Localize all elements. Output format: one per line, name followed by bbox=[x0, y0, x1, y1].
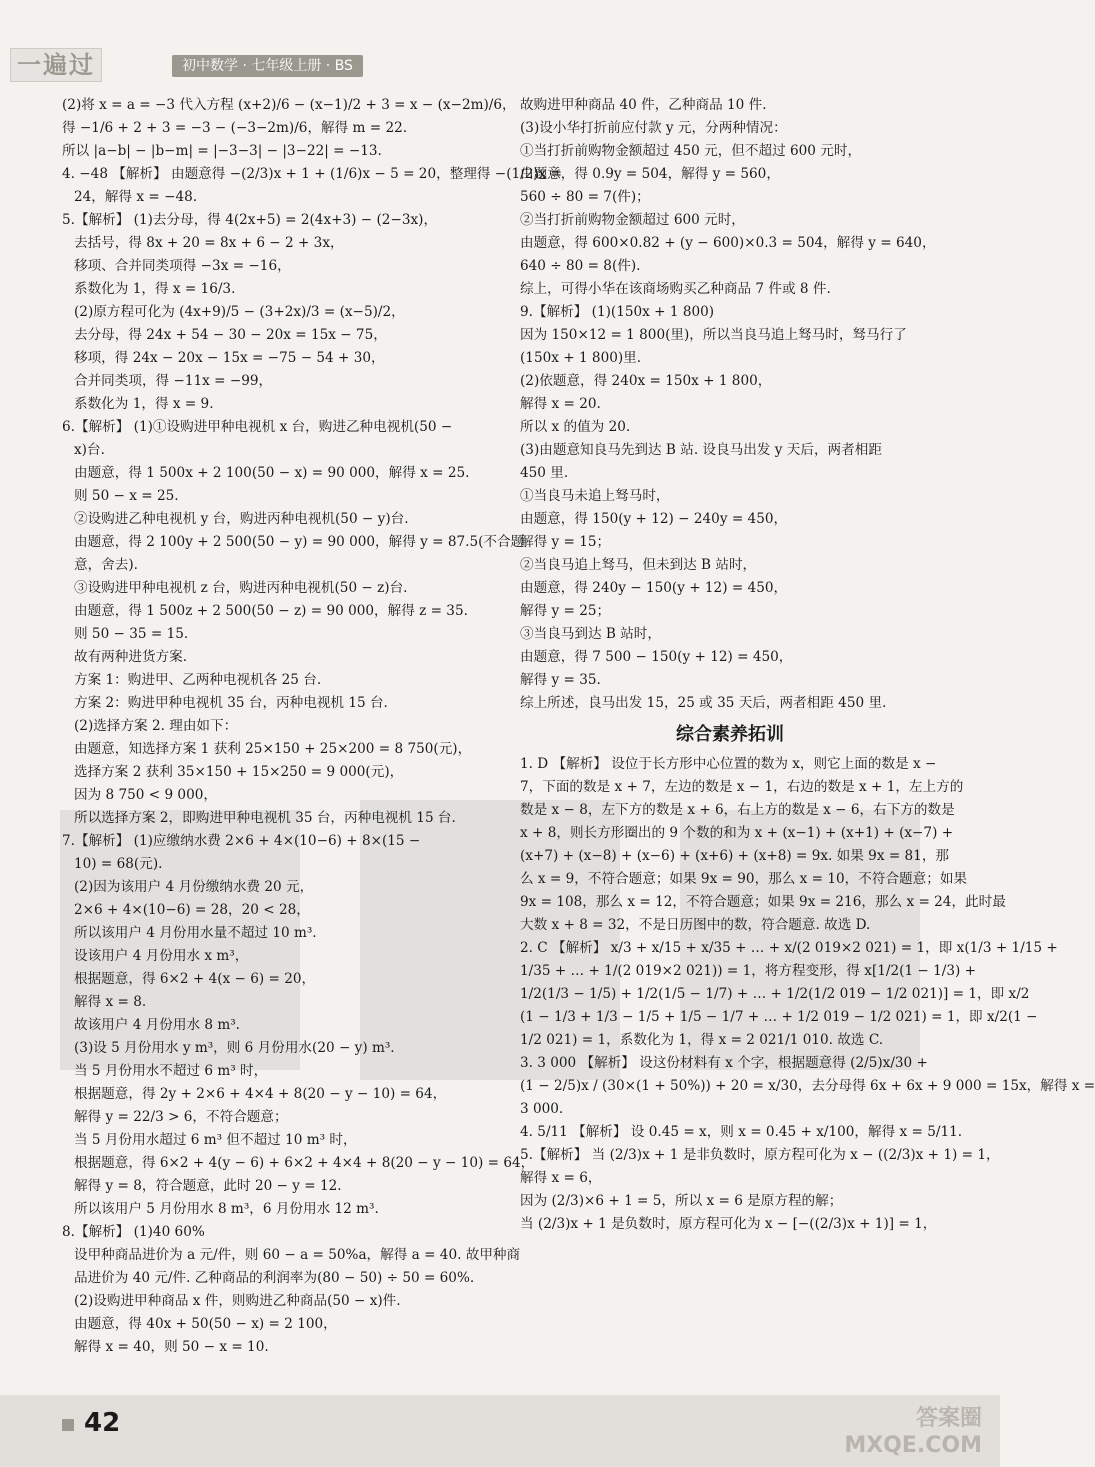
text-line: ②设购进乙种电视机 y 台，购进丙种电视机(50 − y)台. bbox=[74, 511, 409, 527]
text-line: (3)设 5 月份用水 y m³，则 6 月份用水(20 − y) m³. bbox=[74, 1040, 395, 1056]
text-line: 3 000. bbox=[520, 1101, 564, 1117]
text-line: 由题意，得 0.9y = 504，解得 y = 560， bbox=[520, 166, 780, 182]
text-line: 方案 2：购进甲种电视机 35 台，丙种电视机 15 台. bbox=[74, 695, 388, 711]
text-line: 所以选择方案 2，即购进甲种电视机 35 台，丙种电视机 15 台. bbox=[74, 810, 456, 826]
text-line: 则 50 − 35 = 15. bbox=[74, 626, 189, 642]
text-line: 根据题意，得 6×2 + 4(x − 6) = 20， bbox=[74, 971, 316, 987]
page-footer bbox=[0, 1395, 1000, 1467]
text-line: 根据题意，得 6×2 + 4(y − 6) + 6×2 + 4×4 + 8(20 − y − 10) = 64， bbox=[74, 1155, 535, 1171]
text-line: (x+7) + (x−8) + (x−6) + (x+6) + (x+8) = 9x. 如果 9x = 81，那 bbox=[520, 848, 950, 864]
text-line: 解得 x = 40，则 50 − x = 10. bbox=[74, 1339, 269, 1355]
section-title: 综合素养拓训 bbox=[676, 724, 784, 745]
text-line: 解得 y = 22/3 > 6，不符合题意； bbox=[74, 1109, 288, 1125]
text-line: 6.【解析】 (1)①设购进甲种电视机 x 台，购进乙种电视机(50 − bbox=[62, 419, 453, 435]
text-line: ③当良马到达 B 站时， bbox=[520, 626, 661, 642]
text-line: 由题意，得 1 500x + 2 100(50 − x) = 90 000，解得 x = 25. bbox=[74, 465, 470, 481]
text-line: 5.【解析】 当 (2/3)x + 1 是非负数时，原方程可化为 x − ((2/3)x + 1) = 1， bbox=[520, 1147, 1000, 1163]
text-line: 解得 x = 8. bbox=[74, 994, 147, 1010]
text-line: (1 − 1/3 + 1/3 − 1/5 + 1/5 − 1/7 + … + 1/2 019 − 1/2 021) = 1，即 x/2(1 − bbox=[520, 1009, 1038, 1025]
text-line: 故有两种进货方案. bbox=[74, 649, 188, 665]
text-line: 移项，得 24x − 20x − 15x = −75 − 54 + 30， bbox=[74, 350, 385, 366]
text-line: 3. 3 000 【解析】 设这份材料有 x 个字，根据题意得 (2/5)x/30 + bbox=[520, 1055, 928, 1071]
text-line: 么 x = 9，不符合题意；如果 9x = 90，那么 x = 10，不符合题意；如果 bbox=[520, 871, 968, 887]
text-line: 品进价为 40 元/件. 乙种商品的利润率为(80 − 50) ÷ 50 = 60%. bbox=[74, 1270, 475, 1286]
text-line: 由题意，得 240y − 150(y + 12) = 450， bbox=[520, 580, 788, 596]
text-line: 解得 x = 6， bbox=[520, 1170, 602, 1186]
text-line: 所以该用户 5 月份用水 8 m³，6 月份用水 12 m³. bbox=[74, 1201, 379, 1217]
text-line: (1 − 2/5)x / (30×(1 + 50%)) + 20 = x/30，去分母得 6x + 6x + 9 000 = 15x，解得 x = bbox=[520, 1078, 1095, 1094]
text-line: 综上所述，良马出发 15，25 或 35 天后，两者相距 450 里. bbox=[520, 695, 887, 711]
text-line: 24，解得 x = −48. bbox=[74, 189, 198, 205]
text-line: ①当良马未追上驽马时， bbox=[520, 488, 670, 504]
text-line: 因为 8 750 < 9 000， bbox=[74, 787, 217, 803]
text-line: ②当良马追上驽马，但未到达 B 站时， bbox=[520, 557, 757, 573]
text-line: 10) = 68(元). bbox=[74, 856, 163, 872]
text-line: 7，下面的数是 x + 7，左边的数是 x − 1，右边的数是 x + 1，左上方的 bbox=[520, 779, 964, 795]
text-line: 去括号，得 8x + 20 = 8x + 6 − 2 + 3x， bbox=[74, 235, 344, 251]
text-line: (2)将 x = a = −3 代入方程 (x+2)/6 − (x−1)/2 + 3 = x − (x−2m)/6， bbox=[62, 97, 516, 113]
text-line: 4. −48 【解析】 由题意得 −(2/3)x + 1 + (1/6)x − 5 = 20，整理得 −(1/2)x = bbox=[62, 166, 563, 182]
text-line: 9.【解析】 (1)(150x + 1 800) bbox=[520, 304, 715, 320]
text-line: 2×6 + 4×(10−6) = 28，20 < 28， bbox=[74, 902, 310, 918]
text-line: 因为 150×12 = 1 800(里)，所以当良马追上驽马时，驽马行了 bbox=[520, 327, 907, 343]
text-line: 5.【解析】 (1)去分母，得 4(2x+5) = 2(4x+3) − (2−3x)， bbox=[62, 212, 438, 228]
text-line: (3)由题意知良马先到达 B 站. 设良马出发 y 天后，两者相距 bbox=[520, 442, 882, 458]
text-line: 640 ÷ 80 = 8(件). bbox=[520, 258, 641, 274]
text-line: (2)选择方案 2. 理由如下： bbox=[74, 718, 238, 734]
text-line: 所以 x 的值为 20. bbox=[520, 419, 631, 435]
text-line: 450 里. bbox=[520, 465, 569, 481]
text-line: (150x + 1 800)里. bbox=[520, 350, 642, 366]
watermark-title: 答案圈 bbox=[915, 1406, 982, 1431]
text-line: (3)设小华打折前应付款 y 元，分两种情况： bbox=[520, 120, 787, 136]
watermark-url: MXQE.COM bbox=[844, 1433, 982, 1458]
text-line: 由题意，得 2 100y + 2 500(50 − y) = 90 000，解得 y = 87.5(不合题 bbox=[74, 534, 525, 550]
text-line: 则 50 − x = 25. bbox=[74, 488, 179, 504]
page-marker-icon bbox=[62, 1419, 74, 1431]
text-line: (2)原方程可化为 (4x+9)/5 − (3+2x)/3 = (x−5)/2， bbox=[74, 304, 405, 320]
text-line: x)台. bbox=[74, 442, 105, 458]
text-line: 1/2 021) = 1，系数化为 1，得 x = 2 021/1 010. 故选 C. bbox=[520, 1032, 884, 1048]
text-line: 得 −1/6 + 2 + 3 = −3 − (−3−2m)/6，解得 m = 22. bbox=[62, 120, 408, 136]
text-line: 解得 y = 35. bbox=[520, 672, 601, 688]
text-line: 由题意，得 7 500 − 150(y + 12) = 450， bbox=[520, 649, 793, 665]
text-line: 综上，可得小华在该商场购买乙种商品 7 件或 8 件. bbox=[520, 281, 831, 297]
right-column bbox=[520, 94, 1095, 1236]
text-line: 4. 5/11 【解析】 设 0.4̇5̇ = x，则 x = 0.45 + x/100，解得 x = 5/11. bbox=[520, 1124, 963, 1140]
text-line: 由题意，得 150(y + 12) − 240y = 450， bbox=[520, 511, 788, 527]
text-line: 选择方案 2 获利 35×150 + 15×250 = 9 000(元)， bbox=[74, 764, 404, 780]
text-line: ①当打折前购物金额超过 450 元，但不超过 600 元时， bbox=[520, 143, 862, 159]
text-line: 设甲种商品进价为 a 元/件，则 60 − a = 50%a，解得 a = 40. 故甲种商 bbox=[74, 1247, 521, 1263]
text-line: ③设购进甲种电视机 z 台，购进丙种电视机(50 − z)台. bbox=[74, 580, 408, 596]
text-line: 大数 x + 8 = 32，不是日历图中的数，符合题意. 故选 D. bbox=[520, 917, 871, 933]
text-line: 由题意，得 1 500z + 2 500(50 − z) = 90 000，解得 z = 35. bbox=[74, 603, 468, 619]
text-line: 根据题意，得 2y + 2×6 + 4×4 + 8(20 − y − 10) = 64， bbox=[74, 1086, 447, 1102]
text-line: 系数化为 1，得 x = 16/3. bbox=[74, 281, 236, 297]
text-line: 故购进甲种商品 40 件，乙种商品 10 件. bbox=[520, 97, 767, 113]
text-line: 解得 y = 25； bbox=[520, 603, 611, 619]
text-line: 1/35 + … + 1/(2 019×2 021)) = 1，将方程变形，得 x[1/2(1 − 1/3) + bbox=[520, 963, 977, 979]
text-line: (2)依题意，得 240x = 150x + 1 800， bbox=[520, 373, 772, 389]
text-line: 当 5 月份用水不超过 6 m³ 时， bbox=[74, 1063, 268, 1079]
text-line: 解得 x = 20. bbox=[520, 396, 601, 412]
text-line: 560 ÷ 80 = 7(件)； bbox=[520, 189, 650, 205]
text-line: 由题意，知选择方案 1 获利 25×150 + 25×200 = 8 750(元)， bbox=[74, 741, 472, 757]
site-watermark bbox=[782, 1405, 982, 1459]
text-line: 系数化为 1，得 x = 9. bbox=[74, 396, 214, 412]
text-line: 9x = 108，那么 x = 12，不符合题意；如果 9x = 216，那么 x = 24，此时最 bbox=[520, 894, 1006, 910]
text-line: 合并同类项，得 −11x = −99， bbox=[74, 373, 273, 389]
text-line: x + 8，则长方形圈出的 9 个数的和为 x + (x−1) + (x+1) + (x−7) + bbox=[520, 825, 954, 841]
page-header bbox=[0, 0, 1000, 88]
text-line: 所以该用户 4 月份用水量不超过 10 m³. bbox=[74, 925, 317, 941]
text-line: 2. C 【解析】 x/3 + x/15 + x/35 + … + x/(2 019×2 021) = 1，即 x(1/3 + 1/15 + bbox=[520, 940, 1058, 956]
text-line: 由题意，得 40x + 50(50 − x) = 2 100， bbox=[74, 1316, 337, 1332]
text-line: 1/2(1/3 − 1/5) + 1/2(1/5 − 1/7) + … + 1/2(1/2 019 − 1/2 021)] = 1，即 x/2 bbox=[520, 986, 1030, 1002]
text-line: 数是 x − 8，左下方的数是 x + 6，右上方的数是 x − 6，右下方的数是 bbox=[520, 802, 955, 818]
text-line: (2)设购进甲种商品 x 件，则购进乙种商品(50 − x)件. bbox=[74, 1293, 401, 1309]
text-line: 设该用户 4 月份用水 x m³， bbox=[74, 948, 249, 964]
text-line: 8.【解析】 (1)40 60% bbox=[62, 1224, 205, 1240]
text-line: 解得 y = 8，符合题意，此时 20 − y = 12. bbox=[74, 1178, 342, 1194]
text-line: 故该用户 4 月份用水 8 m³. bbox=[74, 1017, 240, 1033]
series-tag: 初中数学 · 七年级上册 · BS bbox=[172, 55, 363, 77]
text-line: 移项、合并同类项得 −3x = −16， bbox=[74, 258, 291, 274]
text-line: 当 5 月份用水超过 6 m³ 但不超过 10 m³ 时， bbox=[74, 1132, 357, 1148]
text-line: 所以 |a−b| − |b−m| = |−3−3| − |3−22| = −13. bbox=[62, 143, 382, 159]
text-line: 7.【解析】 (1)应缴纳水费 2×6 + 4×(10−6) + 8×(15 − bbox=[62, 833, 421, 849]
text-line: 方案 1：购进甲、乙两种电视机各 25 台. bbox=[74, 672, 322, 688]
text-line: 因为 (2/3)×6 + 1 = 5，所以 x = 6 是原方程的解； bbox=[520, 1193, 843, 1209]
text-line: 由题意，得 600×0.82 + (y − 600)×0.3 = 504，解得 y = 640， bbox=[520, 235, 936, 251]
page-number: 42 bbox=[84, 1408, 121, 1438]
text-line: 意，舍去). bbox=[74, 557, 138, 573]
text-line: 当 (2/3)x + 1 是负数时，原方程可化为 x − [−((2/3)x + 1)] = 1， bbox=[520, 1216, 937, 1232]
text-line: 1. D 【解析】 设位于长方形中心位置的数为 x，则它上面的数是 x − bbox=[520, 756, 937, 772]
text-line: (2)因为该用户 4 月份缴纳水费 20 元， bbox=[74, 879, 314, 895]
text-line: 去分母，得 24x + 54 − 30 − 20x = 15x − 75， bbox=[74, 327, 387, 343]
brand-logo: 一遍过 bbox=[10, 48, 102, 82]
text-line: ②当打折前购物金额超过 600 元时， bbox=[520, 212, 745, 228]
text-line: 解得 y = 15； bbox=[520, 534, 611, 550]
